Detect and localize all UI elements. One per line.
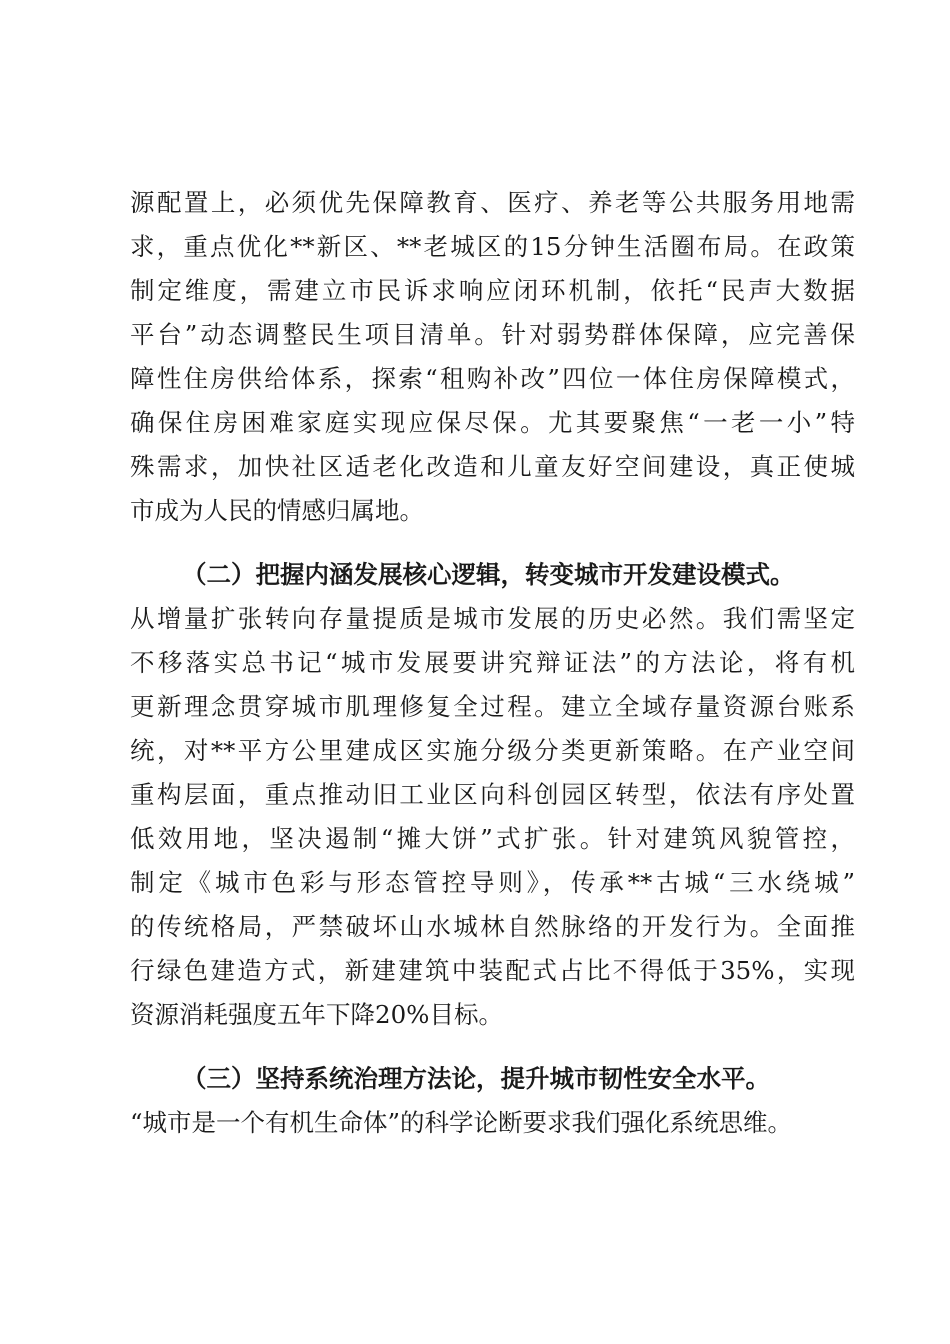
- paragraph-1-line-5: 障性住房供给体系，探索“租购补改”四位一体住房保障模式，: [130, 364, 855, 393]
- section-2-line-6: 低效用地，坚决遏制“摊大饼”式扩张。针对建筑风貌管控，: [130, 824, 855, 853]
- section-2-line-9: 行绿色建造方式，新建建筑中装配式占比不得低于35%，实现: [130, 956, 855, 985]
- paragraph-1-line-6: 确保住房困难家庭实现应保尽保。尤其要聚焦“一老一小”特: [130, 408, 855, 437]
- section-2-line-10: 资源消耗强度五年下降20%目标。: [130, 1000, 503, 1029]
- paragraph-1-line-7: 殊需求，加快社区适老化改造和儿童友好空间建设，真正使城: [130, 452, 855, 481]
- section-3-line-1: “城市是一个有机生命体”的科学论断要求我们强化系统思维。: [130, 1108, 793, 1137]
- paragraph-1-line-3: 制定维度，需建立市民诉求响应闭环机制，依托“民声大数据: [130, 276, 855, 305]
- section-2-line-1: 从增量扩张转向存量提质是城市发展的历史必然。我们需坚定: [130, 604, 855, 633]
- section-2-line-5: 重构层面，重点推动旧工业区向科创园区转型，依法有序处置: [130, 780, 855, 809]
- section-2-line-2: 不移落实总书记“城市发展要讲究辩证法”的方法论，将有机: [130, 648, 855, 677]
- paragraph-1-line-4: 平台”动态调整民生项目清单。针对弱势群体保障，应完善保: [130, 320, 855, 349]
- section-2-line-4: 统，对**平方公里建成区实施分级分类更新策略。在产业空间: [130, 736, 855, 765]
- section-2-line-3: 更新理念贯穿城市肌理修复全过程。建立全域存量资源台账系: [130, 692, 855, 721]
- section-2-line-8: 的传统格局，严禁破坏山水城林自然脉络的开发行为。全面推: [130, 912, 855, 941]
- paragraph-1-line-2: 求，重点优化**新区、**老城区的15分钟生活圈布局。在政策: [130, 232, 855, 261]
- section-2-heading: （二）把握内涵发展核心逻辑，转变城市开发建设模式。: [182, 560, 795, 589]
- section-3-heading: （三）坚持系统治理方法论，提升城市韧性安全水平。: [182, 1064, 770, 1093]
- paragraph-1-line-1: 源配置上，必须优先保障教育、医疗、养老等公共服务用地需: [130, 188, 855, 217]
- section-2-line-7: 制定《城市色彩与形态管控导则》，传承**古城“三水绕城”: [130, 868, 855, 897]
- paragraph-1-line-8: 市成为人民的情感归属地。: [130, 496, 424, 525]
